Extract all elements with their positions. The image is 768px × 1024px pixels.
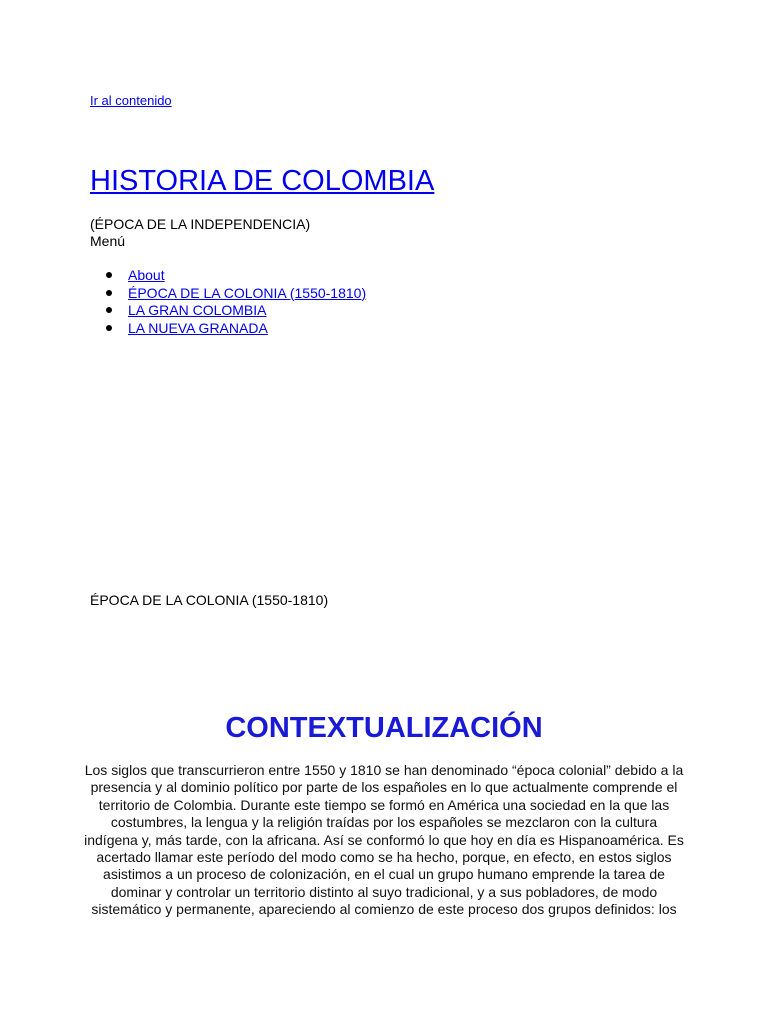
nav-item-nueva-granada <box>90 320 366 338</box>
nav-link-nueva-granada[interactable]: LA NUEVA GRANADA <box>128 319 268 336</box>
nav-item-epoca-colonia <box>90 285 366 303</box>
site-description: (ÉPOCA DE LA INDEPENDENCIA) <box>90 216 311 232</box>
menu-label: Menú <box>90 233 126 249</box>
bullet-icon <box>106 325 112 331</box>
nav-link-gran-colombia[interactable]: LA GRAN COLOMBIA <box>128 302 267 318</box>
site-title-link[interactable]: HISTORIA DE COLOMBIA <box>90 165 435 197</box>
bullet-icon <box>106 290 112 296</box>
skip-to-content-link[interactable]: Ir al contenido <box>90 93 172 108</box>
bullet-icon <box>106 307 112 313</box>
content-heading: CONTEXTUALIZACIÓN <box>225 712 543 744</box>
entry-title: ÉPOCA DE LA COLONIA (1550-1810) <box>90 592 329 608</box>
bullet-icon <box>106 272 112 278</box>
main-nav <box>90 267 366 337</box>
nav-item-about <box>90 267 366 285</box>
site-title <box>90 163 434 199</box>
nav-link-epoca-colonia[interactable]: ÉPOCA DE LA COLONIA (1550-1810) <box>128 284 367 301</box>
nav-item-gran-colombia <box>90 302 366 320</box>
nav-link-about[interactable]: About <box>128 267 165 283</box>
body-paragraph: Los siglos que transcurrieron entre 1550 y 1810 se han denominado “época colonial” debido a la presencia y al dominio político por parte de los españoles en lo que actualmente comprende el territorio de Colombia. Durante este tiempo se formó en América una sociedad en la que las costumbres, la lengua y la religión traídas por los españoles se mezclaron con la cultura indígena y, más tarde, con la africana. Así se conformó lo que hoy en día es Hispanoamérica. Es acertado llamar este período del modo como se ha hecho, porque, en efecto, en estos siglos asistimos a un proceso de colonización, en el cual un grupo humano emprende la tarea de dominar y controlar un territorio distinto al suyo tradicional, y a sus pobladores, de modo sistemático y permanente, apareciendo al comienzo de este proceso dos grupos definidos: los <box>84 762 684 918</box>
